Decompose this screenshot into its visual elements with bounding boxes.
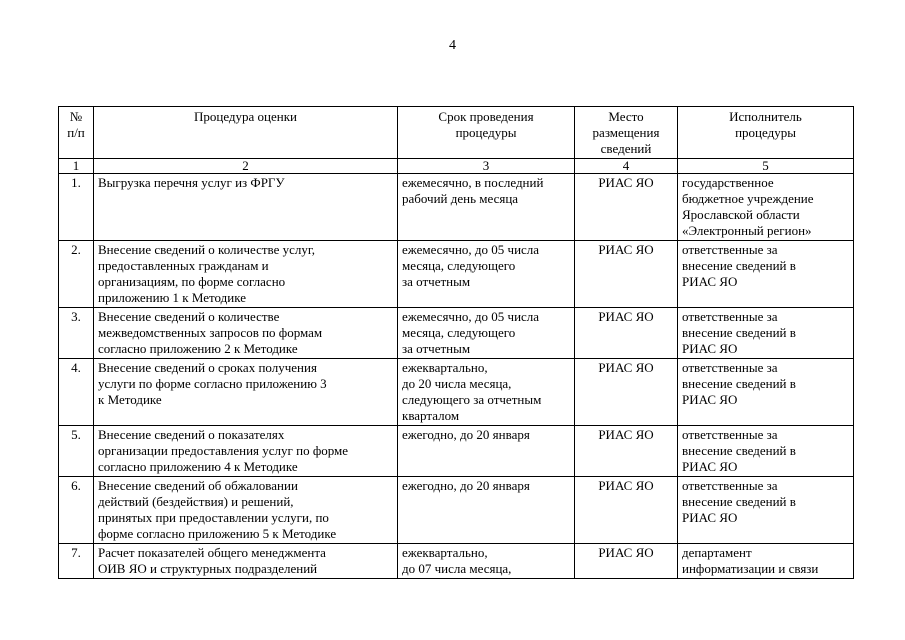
- row-executor: ответственные за внесение сведений в РИАС ЯО: [678, 477, 854, 544]
- table-row: [59, 359, 854, 426]
- column-number: 3: [398, 159, 575, 174]
- row-deadline: ежемесячно, в последний рабочий день месяца: [398, 174, 575, 241]
- row-procedure: Внесение сведений об обжаловании действий (бездействия) и решений, принятых при предоставлении услуги, по форме согласно приложению 5 к Методике: [94, 477, 398, 544]
- row-number: 7.: [59, 544, 94, 579]
- row-deadline: ежеквартально, до 20 числа месяца, следующего за отчетным кварталом: [398, 359, 575, 426]
- row-place: РИАС ЯО: [575, 359, 678, 426]
- row-place: РИАС ЯО: [575, 308, 678, 359]
- header-procedure: Процедура оценки: [94, 107, 398, 159]
- row-number: 1.: [59, 174, 94, 241]
- row-executor: ответственные за внесение сведений в РИАС ЯО: [678, 308, 854, 359]
- table-header-row: [59, 107, 854, 159]
- row-number: 5.: [59, 426, 94, 477]
- row-number: 3.: [59, 308, 94, 359]
- row-executor: государственное бюджетное учреждение Ярославской области «Электронный регион»: [678, 174, 854, 241]
- row-procedure: Внесение сведений о сроках получения услуги по форме согласно приложению 3 к Методике: [94, 359, 398, 426]
- row-procedure: Внесение сведений о количестве услуг, предоставленных гражданам и организациям, по форме согласно приложению 1 к Методике: [94, 241, 398, 308]
- row-procedure: Внесение сведений о показателях организации предоставления услуг по форме согласно приложению 4 к Методике: [94, 426, 398, 477]
- table-row: [59, 174, 854, 241]
- column-number: 4: [575, 159, 678, 174]
- row-deadline: ежегодно, до 20 января: [398, 477, 575, 544]
- row-place: РИАС ЯО: [575, 477, 678, 544]
- row-deadline: ежемесячно, до 05 числа месяца, следующего за отчетным: [398, 308, 575, 359]
- row-procedure: Выгрузка перечня услуг из ФРГУ: [94, 174, 398, 241]
- row-deadline: ежемесячно, до 05 числа месяца, следующего за отчетным: [398, 241, 575, 308]
- row-executor: ответственные за внесение сведений в РИАС ЯО: [678, 241, 854, 308]
- table-row: [59, 544, 854, 579]
- row-executor: ответственные за внесение сведений в РИАС ЯО: [678, 426, 854, 477]
- table-row: [59, 477, 854, 544]
- column-number-row: [59, 159, 854, 174]
- header-number: № п/п: [59, 107, 94, 159]
- row-number: 4.: [59, 359, 94, 426]
- header-place: Место размещения сведений: [575, 107, 678, 159]
- procedures-table: [58, 106, 854, 579]
- row-deadline: ежегодно, до 20 января: [398, 426, 575, 477]
- column-number: 1: [59, 159, 94, 174]
- row-number: 6.: [59, 477, 94, 544]
- header-deadline: Срок проведения процедуры: [398, 107, 575, 159]
- row-procedure: Внесение сведений о количестве межведомственных запросов по формам согласно приложению 2 к Методике: [94, 308, 398, 359]
- row-deadline: ежеквартально, до 07 числа месяца,: [398, 544, 575, 579]
- row-place: РИАС ЯО: [575, 426, 678, 477]
- page-number: 4: [449, 38, 456, 53]
- table-row: [59, 241, 854, 308]
- table-row: [59, 308, 854, 359]
- row-place: РИАС ЯО: [575, 241, 678, 308]
- header-executor: Исполнитель процедуры: [678, 107, 854, 159]
- row-number: 2.: [59, 241, 94, 308]
- row-place: РИАС ЯО: [575, 174, 678, 241]
- row-executor: департамент информатизации и связи: [678, 544, 854, 579]
- row-executor: ответственные за внесение сведений в РИАС ЯО: [678, 359, 854, 426]
- row-place: РИАС ЯО: [575, 544, 678, 579]
- column-number: 5: [678, 159, 854, 174]
- table-row: [59, 426, 854, 477]
- column-number: 2: [94, 159, 398, 174]
- row-procedure: Расчет показателей общего менеджмента ОИВ ЯО и структурных подразделений: [94, 544, 398, 579]
